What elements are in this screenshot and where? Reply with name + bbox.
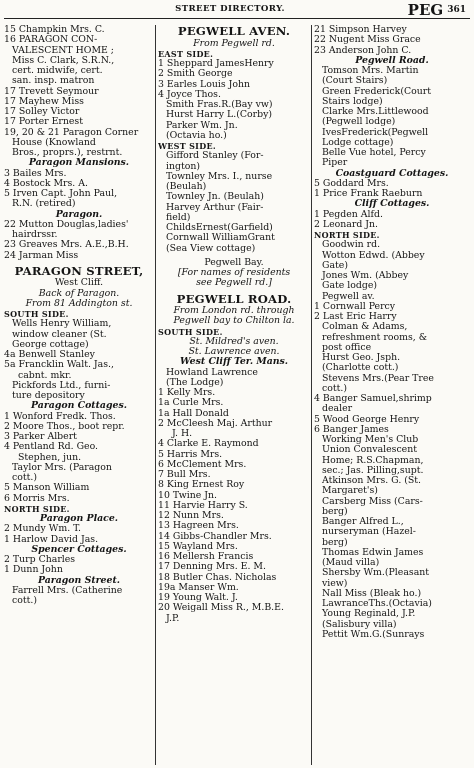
section-heading: Paragon Street. xyxy=(37,574,121,586)
directory-entry: 6 Banger James xyxy=(314,423,389,435)
street-description: From London rd. through xyxy=(173,305,295,316)
directory-entry: 1a Hall Donald xyxy=(158,407,229,419)
directory-entry: 7 Bull Mrs. xyxy=(158,469,211,480)
directory-entry-continuation: Green Frederick(Court xyxy=(322,85,431,97)
directory-entry: 12 Nunn Mrs. xyxy=(158,510,224,521)
directory-entry-continuation: Howland Lawrence xyxy=(166,366,258,378)
side-label: NORTH SIDE. xyxy=(314,230,380,240)
directory-entry: 4 Bostock Mrs. A. xyxy=(4,177,88,189)
directory-entry: 3 Earles Louis John xyxy=(158,78,251,90)
directory-entry-continuation: Colman & Adams, xyxy=(322,321,408,333)
directory-entry-continuation: post office xyxy=(322,341,372,353)
street-heading: PARAGON STREET, xyxy=(14,263,144,278)
directory-entry-continuation: Home; R.S.Chapman, xyxy=(322,454,424,466)
directory-entry-continuation: sec.; Jas. Pilling,supt. xyxy=(322,464,424,476)
street-description: St. Mildred's aven. xyxy=(189,335,279,347)
directory-entry: 17 Solley Victor xyxy=(4,106,80,117)
directory-entry: 15 Wayland Mrs. xyxy=(158,540,238,552)
directory-entry: 22 Mutton Douglas,ladies' xyxy=(4,218,129,230)
section-heading: West Cliff Ter. Mans. xyxy=(179,356,289,368)
directory-entry-continuation: Banger Alfred L., xyxy=(322,516,404,527)
directory-entry: 1 Kelly Mrs. xyxy=(158,387,216,398)
directory-entry: 4 Banger Samuel,shrimp xyxy=(314,393,432,404)
directory-entry: 8 King Ernest Roy xyxy=(158,479,245,491)
street-subheading: West Cliff. xyxy=(54,277,104,289)
directory-entry-continuation: Stevens Mrs.(Pear Tree xyxy=(322,372,434,384)
directory-entry-continuation: san. insp. matron xyxy=(12,75,95,87)
directory-entry-continuation: R.N. (retired) xyxy=(12,198,76,210)
directory-entry-continuation: Miss C. Clark, S.R.N., xyxy=(12,54,115,66)
header-range-text: PEG xyxy=(407,1,444,19)
directory-entry: 6 Morris Mrs. xyxy=(4,492,70,504)
header-rule xyxy=(4,18,470,19)
directory-entry-continuation: cabnt. mkr. xyxy=(18,369,72,381)
directory-entry-continuation: berg) xyxy=(322,505,348,517)
directory-entry-continuation: (Pegwell lodge) xyxy=(322,116,396,128)
directory-entry-continuation: (The Lodge) xyxy=(166,376,224,388)
directory-entry: 13 Hagreen Mrs. xyxy=(158,520,239,532)
street-subheading: Pegwell Bay. xyxy=(204,256,264,268)
directory-entry-continuation: (Salisbury villa) xyxy=(322,618,397,630)
directory-entry-continuation: Gate lodge) xyxy=(322,280,378,292)
directory-entry: 1 Sheppard JamesHenry xyxy=(158,58,274,69)
directory-entry-continuation: House (Knowland xyxy=(12,136,96,148)
directory-entry-continuation: Wotton Edwd. (Abbey xyxy=(322,249,425,261)
directory-entry: 22 Nugent Miss Grace xyxy=(314,34,421,46)
directory-entry: 3 Bailes Mrs. xyxy=(4,167,67,179)
street-description: St. Lawrence aven. xyxy=(188,346,280,357)
directory-entry-continuation: Townley Jn. (Beulah) xyxy=(166,191,264,203)
running-header: STREET DIRECTORY. xyxy=(175,4,285,14)
directory-entry: 5a Francklin Walt. Jas., xyxy=(4,359,114,371)
directory-entry: 2 Turp Charles xyxy=(4,554,76,565)
directory-column-2 xyxy=(158,25,310,767)
side-label: SOUTH SIDE. xyxy=(158,326,223,337)
directory-entry: 17 Trevett Seymour xyxy=(4,85,99,97)
directory-entry-continuation: ChildsErnest(Garfield) xyxy=(166,222,273,233)
directory-entry-continuation: hairdrssr. xyxy=(12,229,58,240)
directory-entry: 23 Greaves Mrs. A.E.,B.H. xyxy=(4,239,129,251)
directory-entry-continuation: Hurst Harry L.(Corby) xyxy=(166,109,273,121)
directory-entry: 5 Manson William xyxy=(4,482,90,494)
directory-entry-continuation: J. H. xyxy=(172,428,193,439)
directory-entry: 11 Harvie Harry S. xyxy=(158,499,248,511)
directory-entry: 14 Gibbs-Chandler Mrs. xyxy=(158,530,272,542)
directory-entry-continuation: Atkinson Mrs. G. (St. xyxy=(322,475,422,486)
directory-entry-continuation: Union Convalescent xyxy=(322,444,417,456)
directory-entry-continuation: Smith Fras.R.(Bay vw) xyxy=(166,99,273,110)
directory-entry-continuation: Thomas Edwin James xyxy=(322,546,424,558)
directory-entry: 4 Clarke E. Raymond xyxy=(158,438,259,450)
directory-entry: 10 Twine Jn. xyxy=(158,489,217,501)
directory-entry-continuation: (Charlotte cott.) xyxy=(322,362,399,374)
section-heading: Spencer Cottages. xyxy=(31,543,127,555)
street-description: [For names of residents xyxy=(177,267,291,278)
directory-entry-continuation: cott.) xyxy=(12,595,37,606)
page-number: 361 xyxy=(447,5,466,15)
directory-entry-continuation: cott.) xyxy=(322,382,347,394)
directory-entry-continuation: Cornwall WilliamGrant xyxy=(166,232,275,244)
directory-entry-continuation: Farrell Mrs. (Catherine xyxy=(12,584,123,596)
directory-entry-continuation: IvesFrederick(Pegwell xyxy=(322,126,429,138)
side-label: NORTH SIDE. xyxy=(4,503,70,514)
directory-entry: 23 Anderson John C. xyxy=(314,44,412,56)
directory-entry-continuation: ture depository xyxy=(12,390,85,401)
directory-entry: 5 Harris Mrs. xyxy=(158,448,223,460)
directory-entry: 5 Irven Capt. John Paul, xyxy=(4,188,118,199)
column-divider xyxy=(155,25,156,765)
directory-entry-continuation: Pegwell av. xyxy=(322,290,375,302)
directory-entry-continuation: Hurst Geo. Jsph. xyxy=(322,352,401,363)
street-description: Back of Paragon. xyxy=(38,287,120,299)
directory-entry: 1 Cornwall Percy xyxy=(314,300,396,312)
side-label: EAST SIDE. xyxy=(158,48,214,59)
directory-entry-continuation: Carsberg Miss (Cars- xyxy=(322,495,423,507)
side-label: SOUTH SIDE. xyxy=(4,309,69,319)
directory-entry: 21 Simpson Harvey xyxy=(314,25,407,35)
directory-entry-continuation: Townley Mrs. I., nurse xyxy=(166,170,273,182)
directory-entry: 4a Benwell Stanley xyxy=(4,349,95,360)
directory-entry: 5 Wood George Henry xyxy=(314,413,420,425)
directory-entry-continuation: VALESCENT HOME ; xyxy=(12,44,114,56)
directory-entry: 19a Manser Wm. xyxy=(158,581,239,593)
directory-entry: 2 Last Eric Harry xyxy=(314,311,397,322)
directory-entry-continuation: Belle Vue hotel, Percy xyxy=(322,147,426,158)
directory-entry: 4 Joyce Thos. xyxy=(158,88,221,100)
directory-entry-continuation: Clarke Mrs.Littlewood xyxy=(322,106,429,117)
directory-entry-continuation: Stairs lodge) xyxy=(322,95,383,107)
directory-entry: 16 Mellersh Francis xyxy=(158,551,254,562)
directory-entry: 19 Young Walt. J. xyxy=(158,592,238,603)
directory-entry-continuation: Goodwin rd. xyxy=(322,239,381,251)
directory-entry-continuation: Margaret's) xyxy=(322,485,378,497)
directory-entry: 6 McClement Mrs. xyxy=(158,458,247,470)
directory-entry-continuation: Pettit Wm.G.(Sunrays xyxy=(322,628,425,640)
directory-entry-continuation: (Beulah) xyxy=(166,181,207,192)
section-heading: Paragon Mansions. xyxy=(28,157,130,169)
directory-entry-continuation: Shersby Wm.(Pleasant xyxy=(322,567,430,579)
section-heading: Cliff Cottages. xyxy=(354,198,430,210)
directory-entry: 17 Denning Mrs. E. M. xyxy=(158,561,266,573)
column-divider xyxy=(311,25,312,765)
directory-entry-continuation: (Octavia ho.) xyxy=(166,129,227,141)
directory-entry-continuation: Gifford Stanley (For- xyxy=(166,150,264,162)
directory-entry-continuation: George cottage) xyxy=(12,338,89,350)
directory-entry-continuation: J.P. xyxy=(166,612,180,624)
street-description: From Pegwell rd. xyxy=(193,37,275,49)
street-description: From 81 Addington st. xyxy=(25,297,133,309)
street-heading: PEGWELL ROAD. xyxy=(176,291,292,306)
section-heading: Paragon Place. xyxy=(39,513,119,524)
page-range-header xyxy=(408,1,466,19)
directory-entry: 2 Leonard Jn. xyxy=(314,218,379,230)
directory-entry: 17 Mayhew Miss xyxy=(4,95,84,107)
directory-entry-continuation: Parker Wm. Jn. xyxy=(166,119,238,131)
directory-entry: 4 Pentland Rd. Geo. xyxy=(4,441,98,453)
directory-entry: 15 Champkin Mrs. C. xyxy=(4,25,105,35)
directory-entry-continuation: dealer xyxy=(322,403,353,415)
directory-entry: 1 Price Frank Raeburn xyxy=(314,188,423,199)
directory-entry-continuation: nurseryman (Hazel- xyxy=(322,526,416,538)
directory-entry: 1 Wonford Fredk. Thos. xyxy=(4,410,116,422)
directory-entry: 2 Mundy Wm. T. xyxy=(4,523,81,535)
directory-entry-continuation: (Sea View cottage) xyxy=(166,242,256,254)
directory-entry: 20 Weigall Miss R., M.B.E. xyxy=(158,602,284,614)
directory-entry-continuation: cott.) xyxy=(12,472,37,483)
directory-entry: 17 Porter Ernest xyxy=(4,116,83,128)
directory-entry-continuation: LawranceThs.(Octavia) xyxy=(322,598,432,609)
directory-entry: 1 Harlow David Jas. xyxy=(4,533,99,545)
section-heading: Pegwell Road. xyxy=(355,54,429,66)
directory-entry: 16 PARAGON CON- xyxy=(4,34,98,46)
directory-entry-continuation: Bros., proprs.), restrnt. xyxy=(12,147,123,158)
directory-entry-continuation: Lodge cottage) xyxy=(322,136,394,148)
directory-column-3 xyxy=(314,25,470,767)
directory-entry-continuation: refreshment rooms, & xyxy=(322,331,428,343)
directory-entry-continuation: Jones Wm. (Abbey xyxy=(322,270,409,281)
directory-entry-continuation: (Court Stairs) xyxy=(322,75,388,87)
directory-entry-continuation: Stephen, jun. xyxy=(18,451,82,463)
directory-entry-continuation: cert. midwife, cert. xyxy=(12,65,103,76)
directory-entry: 1 Dunn John xyxy=(4,564,63,576)
directory-entry: 18 Butler Chas. Nicholas xyxy=(158,571,277,583)
directory-entry-continuation: window cleaner (St. xyxy=(12,328,107,340)
directory-entry: 1 Pegden Alfd. xyxy=(314,208,383,220)
directory-entry: 19, 20 & 21 Paragon Corner xyxy=(4,126,139,138)
directory-entry-continuation: Wells Henry William, xyxy=(12,318,112,330)
section-heading: Paragon Cottages. xyxy=(31,400,127,412)
directory-entry-continuation: view) xyxy=(322,577,348,589)
directory-entry: 3 Parker Albert xyxy=(4,431,77,442)
directory-entry-continuation: Working Men's Club xyxy=(322,434,419,445)
directory-entry-continuation: Nall Miss (Bleak ho.) xyxy=(322,587,422,599)
directory-entry: 5 Goddard Mrs. xyxy=(314,177,389,189)
directory-entry-continuation: Gate) xyxy=(322,259,348,271)
directory-entry: 2 Moore Thos., boot repr. xyxy=(4,420,125,432)
section-heading: Coastguard Cottages. xyxy=(335,167,449,179)
street-description: Pegwell bay to Chilton la. xyxy=(173,315,295,327)
directory-entry-continuation: Taylor Mrs. (Paragon xyxy=(12,461,112,473)
street-description: see Pegwell rd.] xyxy=(196,277,272,289)
directory-entry: 24 Jarman Miss xyxy=(4,249,79,261)
directory-entry-continuation: ington) xyxy=(166,160,201,172)
directory-entry: 2 McCleesh Maj. Arthur xyxy=(158,417,273,429)
directory-entry-continuation: berg) xyxy=(322,536,348,548)
directory-entry-continuation: (Maud villa) xyxy=(322,557,380,568)
street-heading: PEGWELL AVEN. xyxy=(177,25,291,38)
directory-column-1 xyxy=(4,25,154,767)
section-heading: Paragon. xyxy=(55,208,103,220)
directory-entry-continuation: Pickfords Ltd., furni- xyxy=(12,379,111,391)
directory-entry-continuation: Harvey Arthur (Fair- xyxy=(166,201,264,213)
directory-entry-continuation: field) xyxy=(166,211,191,223)
directory-entry: 1a Curle Mrs. xyxy=(158,397,224,409)
directory-entry: 2 Smith George xyxy=(158,68,233,80)
directory-entry-continuation: Tomson Mrs. Martin xyxy=(322,65,419,76)
side-label: WEST SIDE. xyxy=(158,141,216,151)
directory-entry-continuation: Piper xyxy=(322,157,348,169)
directory-entry-continuation: Young Reginald, J.P. xyxy=(322,608,416,620)
